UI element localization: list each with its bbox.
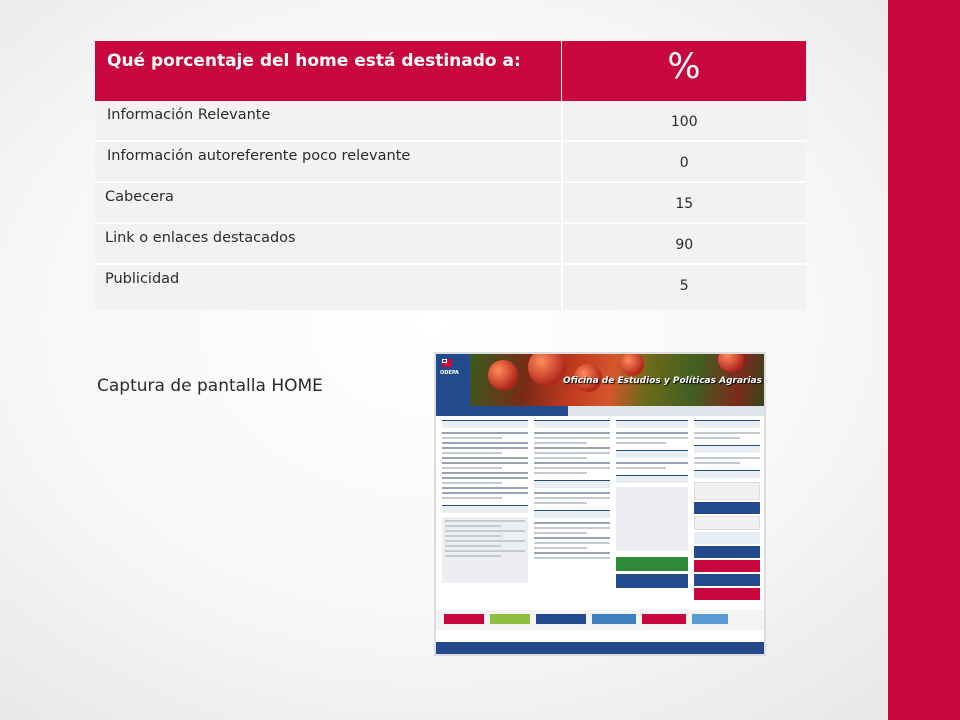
agro-atiende-banner (616, 557, 688, 571)
site-nav (436, 406, 766, 416)
column-international (616, 420, 688, 588)
banner-photo (488, 360, 518, 390)
row-label: Cabecera (105, 189, 174, 205)
table-row (95, 101, 806, 141)
header-value-cell (562, 41, 807, 101)
row-label: Publicidad (105, 271, 180, 287)
column-sidebar (694, 420, 760, 600)
site-logo-text: ODEPA (440, 370, 459, 376)
row-value: 5 (679, 278, 689, 294)
site-logo (436, 354, 470, 406)
row-value: 100 (670, 114, 698, 130)
screenshot-caption: Captura de pantalla HOME (97, 376, 323, 396)
column-news (534, 420, 610, 562)
row-value: 15 (675, 196, 694, 212)
header-label: Qué porcentaje del home está destinado a: (107, 51, 521, 71)
homepage-screenshot (434, 352, 766, 656)
table-row (95, 182, 806, 223)
accent-side-bar (888, 0, 960, 720)
row-label: Información autoreferente poco relevante (107, 148, 411, 164)
row-value: 90 (675, 237, 694, 253)
table-row (95, 141, 806, 182)
column-publications (442, 420, 528, 583)
site-footer-logos (436, 610, 766, 630)
row-label: Link o enlaces destacados (105, 230, 296, 246)
table-row (95, 264, 806, 310)
site-banner (470, 354, 766, 406)
header-percent-symbol: % (667, 47, 701, 87)
row-label: Información Relevante (107, 107, 271, 123)
contact-banner (616, 574, 688, 588)
table-row (95, 223, 806, 264)
percentage-table (95, 41, 806, 310)
table-header-row (95, 41, 806, 101)
row-value: 0 (679, 155, 689, 171)
header-label-cell (95, 41, 562, 101)
banner-title: Oficina de Estudios y Políticas Agrarias (563, 376, 762, 386)
site-footer-bar (436, 642, 766, 654)
